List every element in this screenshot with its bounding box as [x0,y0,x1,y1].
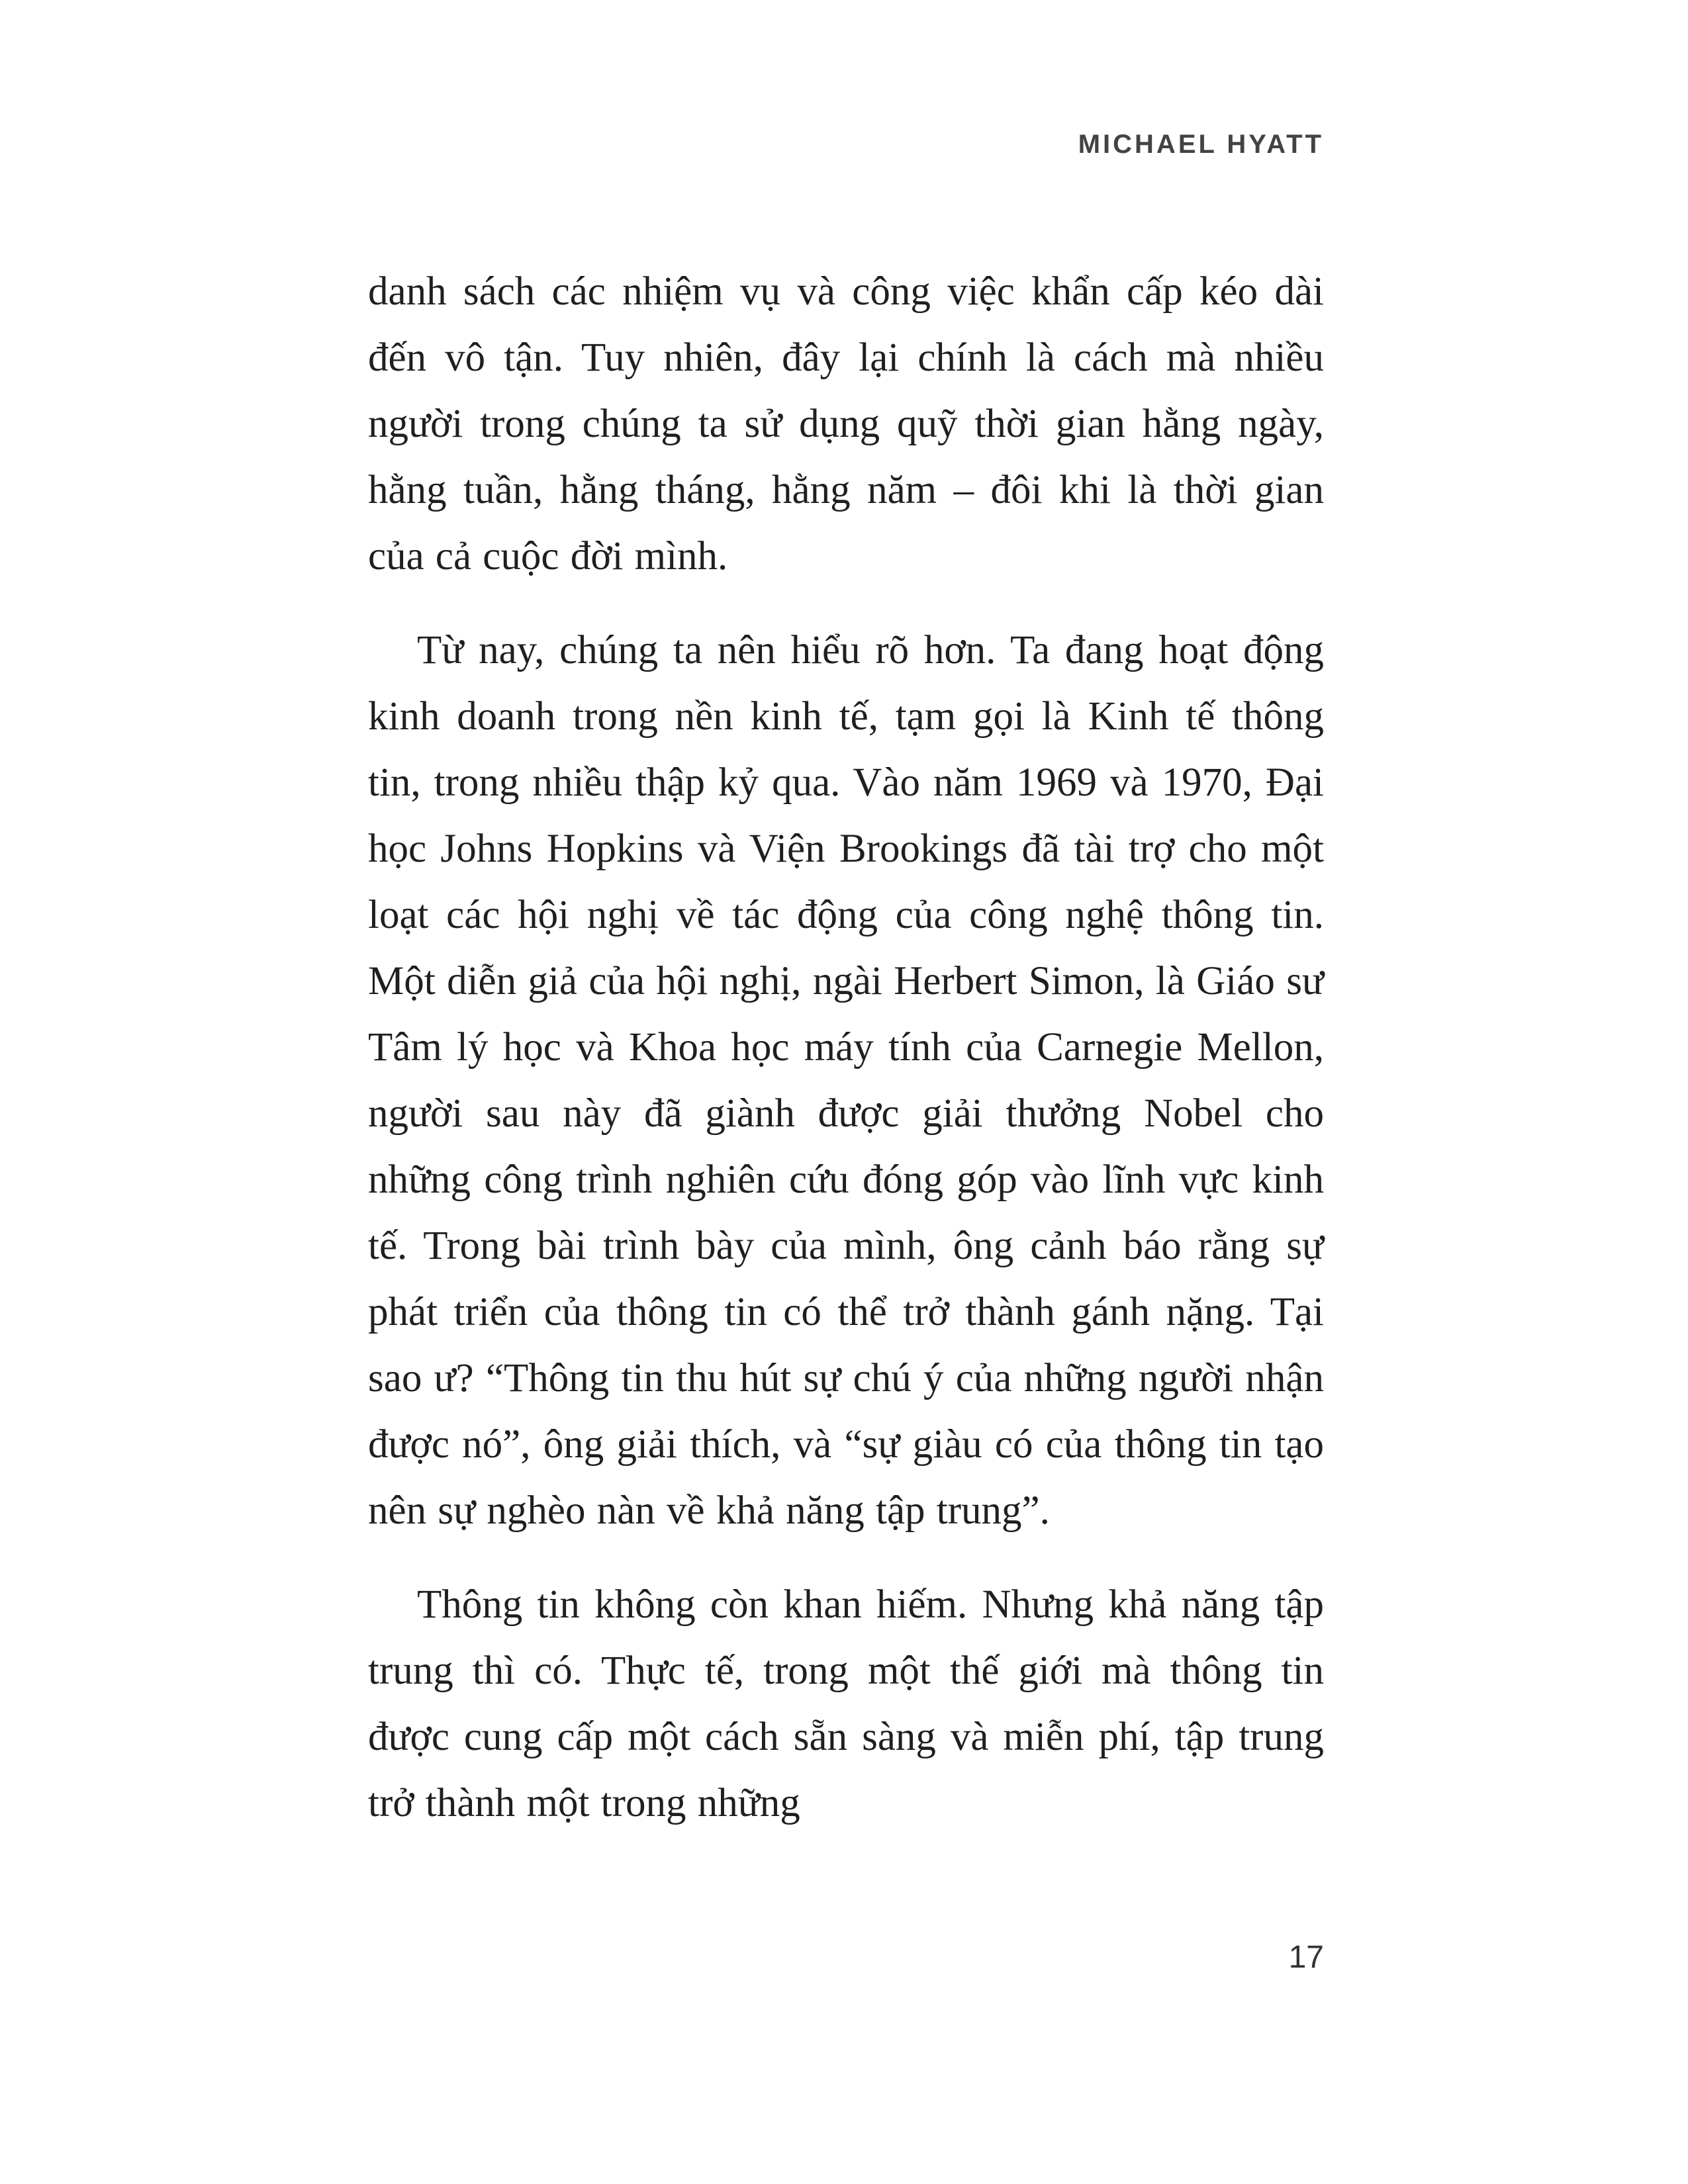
paragraph: Thông tin không còn khan hiếm. Nhưng khả năng tập trung thì có. Thực tế, trong một thế giới mà thông tin được cung cấp một cách sẵn sàng và miễn phí, tập trung trở thành một trong những [368,1582,1324,1825]
text-block [368,130,1324,1864]
body-text [368,259,1324,1837]
paragraph: Từ nay, chúng ta nên hiểu rõ hơn. Ta đang hoạt động kinh doanh trong nền kinh tế, tạm gọi là Kinh tế thông tin, trong nhiều thập kỷ qua. Vào năm 1969 và 1970, Đại học Johns Hopkins và Viện Brookings đã tài trợ cho một loạt các hội nghị về tác động của công nghệ thông tin. Một diễn giả của hội nghị, ngài Herbert Simon, là Giáo sư Tâm lý học và Khoa học máy tính của Carnegie Mellon, người sau này đã giành được giải thưởng Nobel cho những công trình nghiên cứu đóng góp vào lĩnh vực kinh tế. Trong bài trình bày của mình, ông cảnh báo rằng sự phát triển của thông tin có thể trở thành gánh nặng. Tại sao ư? “Thông tin thu hút sự chú ý của những người nhận được nó”, ông giải thích, và “sự giàu có của thông tin tạo nên sự nghèo nàn về khả năng tập trung”. [368,628,1324,1533]
paragraph: danh sách các nhiệm vụ và công việc khẩn cấp kéo dài đến vô tận. Tuy nhiên, đây lại chính là cách mà nhiều người trong chúng ta sử dụng quỹ thời gian hằng ngày, hằng tuần, hằng tháng, hằng năm – đôi khi là thời gian của cả cuộc đời mình. [368,269,1324,578]
running-head: MICHAEL HYATT [1078,130,1324,159]
page-number: 17 [1288,1940,1324,1975]
